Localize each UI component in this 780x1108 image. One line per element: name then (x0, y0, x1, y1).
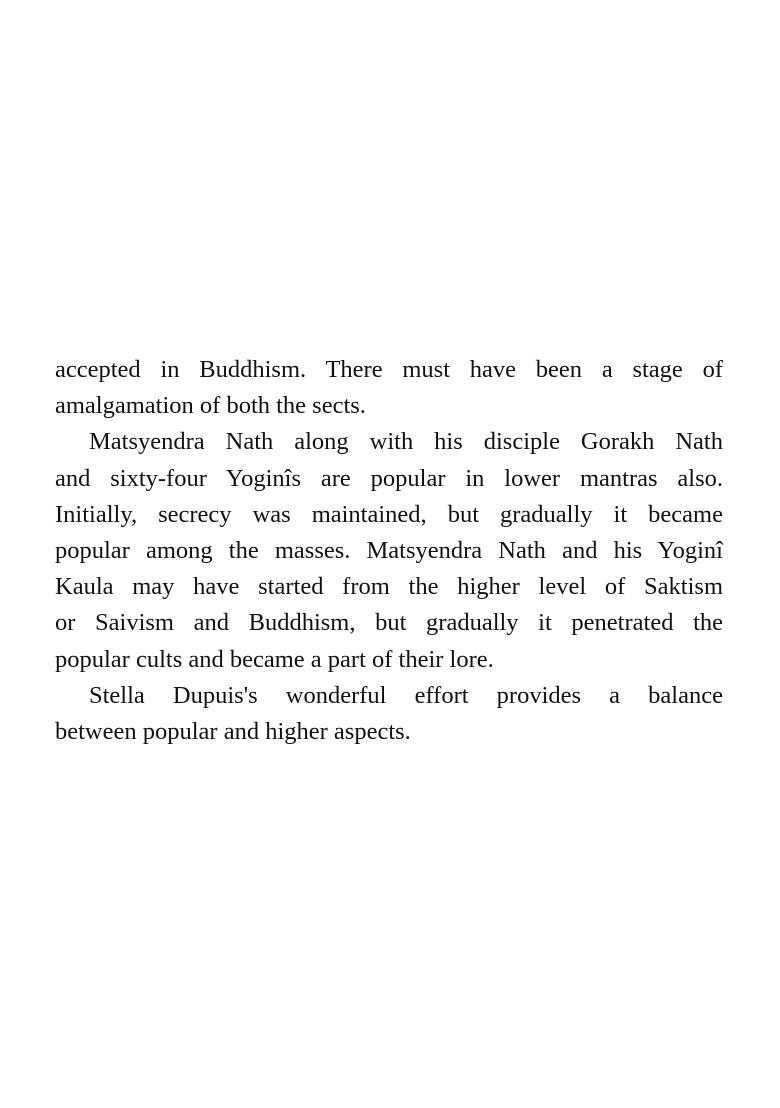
paragraph (55, 424, 723, 677)
text-line: between popular and higher aspects. (55, 717, 411, 745)
text-line: and sixty-four Yoginîs are popular in lower mantras also. (55, 464, 723, 492)
body-text (55, 352, 723, 750)
text-line: accepted in Buddhism. There must have been a stage of (55, 356, 723, 383)
text-line: amalgamation of both the sects. (55, 392, 366, 420)
text-line: Kaula may have started from the higher level of Saktism (55, 573, 723, 601)
paragraph (55, 352, 723, 424)
text-line: Initially, secrecy was maintained, but gradually it became (55, 500, 723, 528)
text-line: popular cults and became a part of their lore. (55, 645, 494, 673)
text-line: popular among the masses. Matsyendra Nath and his Yoginî (55, 536, 723, 564)
text-line: or Saivism and Buddhism, but gradually it penetrated the (55, 609, 723, 637)
text-line: Stella Dupuis's wonderful effort provides a balance (89, 681, 723, 709)
text-line: Matsyendra Nath along with his disciple Gorakh Nath (89, 428, 723, 456)
paragraph (55, 678, 723, 750)
